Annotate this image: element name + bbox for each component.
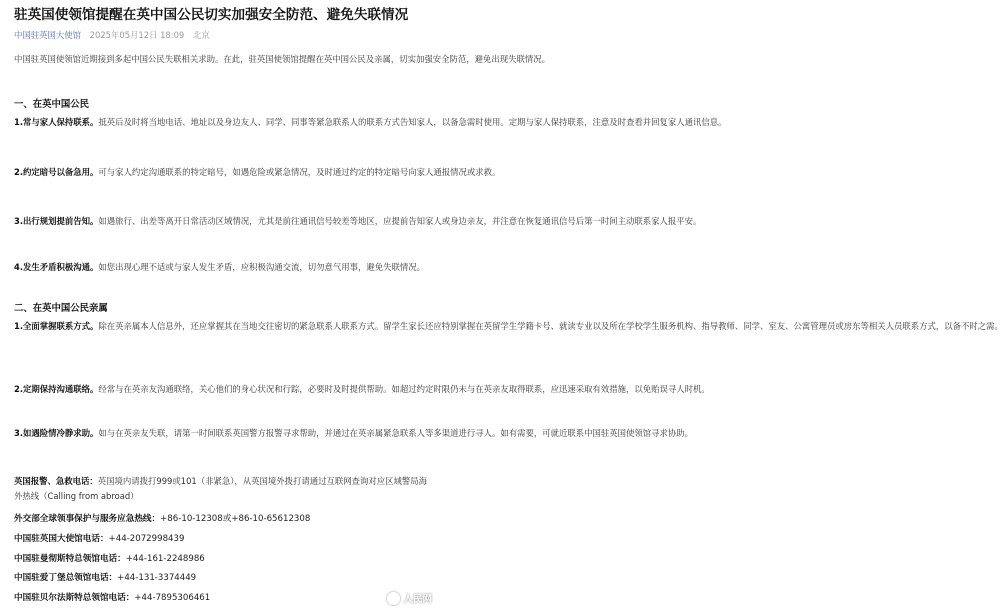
s1-item-2 [14,165,501,180]
contact-mfa-label: 外交部全球领事保护与服务应急热线： [14,514,161,524]
contact-embassy-label: 中国驻英国大使馆电话： [14,534,109,544]
s2-item-2-body: 经常与在英亲友沟通联络，关心他们的身心状况和行踪，必要时及时提供帮助。如超过约定时限仍未与在英亲友取得联系，应迅速采取有效措施，以免贻误寻人时机。 [98,384,710,394]
s2-item-3-body: 如与在英亲友失联，请第一时间联系英国警方报警寻求帮助，并通过在英亲属紧急联系人等多渠道进行寻人。如有需要，可就近联系中国驻英国使领馆寻求协助。 [98,428,694,438]
article-date: 2025年05月12日 18:09 [89,30,185,40]
s2-item-2 [14,382,710,397]
contact-edinburgh-label: 中国驻爱丁堡总领馆电话： [14,573,118,583]
s1-item-3-lead: 3.出行规划提前告知。 [14,216,99,226]
contact-manchester-label: 中国驻曼彻斯特总领馆电话： [14,554,126,564]
contact-mfa-value: +86-10-12308或+86-10-65612308 [160,514,311,524]
section2-heading: 二、在英中国公民亲属 [14,303,108,314]
article-location: 北京 [192,30,210,40]
watermark-text: 人民网 [403,594,432,605]
watermark-logo-icon [387,592,400,605]
intro-paragraph [14,52,550,67]
section1-heading: 一、在英中国公民 [14,99,90,110]
s1-item-4-body: 如您出现心理不适或与家人发生矛盾，应积极沟通交流，切勿意气用事，避免失联情况。 [98,262,426,272]
contact-embassy [14,532,428,547]
contact-mfa-hotline [14,512,428,527]
intro-text: 中国驻英国使领馆近期接到多起中国公民失联相关求助。在此，驻英国使领馆提醒在英中国公民及亲属，切实加强安全防范，避免出现失联情况。 [14,54,550,64]
contact-police-label: 英国报警、急救电话： [14,476,98,486]
contact-manchester [14,552,428,567]
article-source-link[interactable]: 中国驻英国大使馆 [14,30,81,40]
contact-embassy-value: +44-2072998439 [108,534,185,544]
s1-item-1-body: 抵英后及时将当地电话、地址以及身边友人、同学、同事等紧急联系人的联系方式告知家人，以备急需时使用。定期与家人保持联系，注意及时查看并回复家人通讯信息。 [98,117,727,127]
contact-belfast-value: +44-7895306461 [134,593,211,603]
contact-police-value: 英国境内请拨打999或101（非紧急），从英国境外拨打请通过互联网查询对应区域警局海外热线（Calling from abroad） [14,476,428,501]
s1-item-1 [14,115,727,130]
article-title: 驻英国使领馆提醒在英中国公民切实加强安全防范、避免失联情况 [14,7,409,23]
contact-edinburgh-value: +44-131-3374449 [117,573,197,583]
s2-item-3-lead: 3.如遇险情冷静求助。 [14,428,99,438]
contact-manchester-value: +44-161-2248986 [125,554,205,564]
watermark [387,591,432,605]
s2-item-1-body: 除在英亲属本人信息外，还应掌握其在当地交往密切的紧急联系人联系方式。留学生家长还应特别掌握在英留学生学籍卡号、就读专业以及所在学校学生服务机构、指导教师、同学、室友、公寓管理员或房东等相关人员联系方式，以备不时之需。 [98,321,1003,331]
s2-item-1 [14,319,1003,334]
s2-item-2-lead: 2.定期保持沟通联络。 [14,384,99,394]
contact-belfast [14,591,428,606]
s1-item-1-lead: 1.常与家人保持联系。 [14,117,99,127]
contact-edinburgh [14,571,428,586]
s1-item-3 [14,214,702,229]
s1-item-3-body: 如遇旅行、出差等离开日常活动区域情况，尤其是前往通讯信号较差等地区，应提前告知家人或身边亲友，并注意在恢复通讯信号后第一时间主动联系家人报平安。 [98,216,702,226]
s2-item-1-lead: 1.全面掌握联系方式。 [14,321,99,331]
s1-item-4-lead: 4.发生矛盾积极沟通。 [14,262,99,272]
s2-item-3 [14,426,694,441]
s1-item-2-lead: 2.约定暗号以备急用。 [14,167,99,177]
s1-item-2-body: 可与家人约定沟通联系的特定暗号，如遇危险或紧急情况，及时通过约定的特定暗号向家人通报情况或求救。 [98,167,501,177]
article-meta [14,29,210,41]
contact-police [14,474,428,503]
contact-belfast-label: 中国驻贝尔法斯特总领馆电话： [14,593,135,603]
s1-item-4 [14,260,428,275]
